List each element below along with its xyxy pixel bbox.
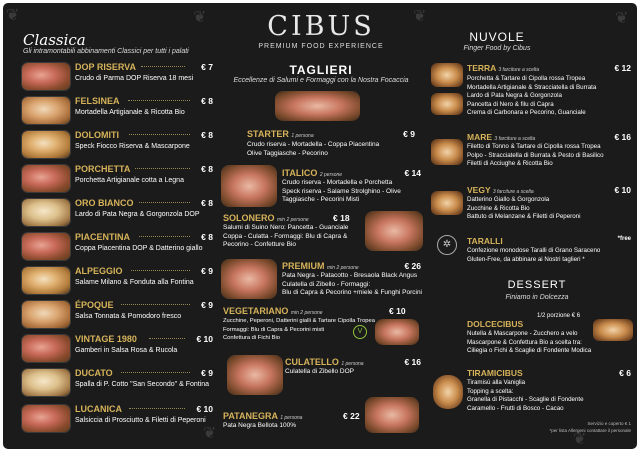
item-name: PORCHETTA	[75, 164, 131, 174]
focaccia-image	[22, 405, 70, 432]
taglieri-section	[215, 3, 427, 449]
allergen-note: *per lista Allergeni contattare il personale	[549, 428, 631, 433]
list-item	[3, 366, 215, 400]
item-desc: Culatella di Zibello DOP	[285, 368, 355, 375]
leaf-icon: ❦	[203, 425, 217, 442]
wheat-icon: ✲	[437, 235, 457, 255]
item-desc: Crudo di Parma DOP Riserva 18 mesi	[75, 75, 194, 82]
item-price: € 16	[404, 357, 421, 367]
item-name: CULATELLO 1 persona	[285, 357, 364, 367]
platter-image	[275, 91, 360, 121]
focaccia-image	[22, 63, 70, 90]
focaccia-image	[22, 97, 70, 124]
focaccia-image	[22, 233, 70, 260]
item-desc: Crudo riserva - Mortadella e Porchetta Speck riserva - Salame Strolghino - Olive Taggiasche - Pecorini Misti	[282, 179, 401, 203]
list-item	[3, 94, 215, 128]
item-price: € 7	[201, 62, 213, 72]
vegetarian-icon: V	[353, 325, 367, 339]
item-price: € 9	[201, 300, 213, 310]
item-price: € 10	[389, 306, 406, 316]
item-desc: Mortadella Artigianale & Ricotta Bio	[75, 109, 185, 116]
dessert-title: DESSERT	[507, 279, 567, 291]
cibus-logo	[215, 11, 427, 50]
service-note: Servizio e coperto € 1	[587, 421, 631, 426]
item-name: ORO BIANCO	[75, 198, 134, 208]
item-desc: Speck Fiocco Riserva & Mascarpone	[75, 143, 190, 150]
item-desc: Salame Milano & Fonduta alla Fontina	[75, 279, 194, 286]
focaccia-image	[22, 301, 70, 328]
item-desc: Datterino Giallo & Gorgonzola Zucchine & Ricotta Bio Battuto di Melanzane & Filetti di Peperoni	[467, 196, 581, 221]
logo-tagline: PREMIUM FOOD EXPERIENCE	[258, 43, 384, 50]
platter-image	[365, 397, 419, 433]
item-name: SOLONERO min 2 persone	[223, 213, 309, 223]
item-price: € 18	[333, 213, 350, 223]
classica-section	[3, 3, 215, 449]
item-desc: Salumi di Suino Nero: Pancetta - Guanciale Coppa - Culatta - Formaggi: Blu di Capra & Pecorino - Confetture Bio	[223, 224, 349, 248]
platter-image	[375, 319, 419, 345]
menu-board	[3, 3, 637, 449]
item-name: LUCANICA	[75, 404, 122, 414]
leaf-icon: ❦	[6, 7, 20, 24]
item-price: € 10	[614, 185, 631, 195]
platter-image	[365, 211, 423, 251]
item-price: € 9	[201, 368, 213, 378]
item-price: € 8	[201, 96, 213, 106]
item-desc: Porchetta Artigianale cotta a Legna	[75, 177, 184, 184]
item-desc: Spalla di P. Cotto "San Secondo" & Fontina	[75, 381, 210, 388]
item-desc: Lardo di Pata Negra & Gorgonzola DOP	[75, 211, 200, 218]
leaf-icon: ❦	[573, 431, 587, 448]
nuvole-subtitle: Finger Food by Cibus	[463, 45, 531, 52]
item-price: € 12	[614, 63, 631, 73]
item-name: VEGY 3 farciture a scelta	[467, 185, 534, 195]
item-desc: Pata Negra Bellota 100%	[223, 422, 296, 429]
item-price: € 8	[201, 232, 213, 242]
list-item	[3, 264, 215, 298]
item-name: PREMIUM min 2 persone	[282, 261, 359, 271]
classica-title: Classica	[23, 31, 86, 49]
item-name: ÉPOQUE	[75, 300, 114, 310]
focaccia-image	[22, 131, 70, 158]
list-item	[3, 60, 215, 94]
item-name: VEGETARIANO min 2 persone	[223, 306, 323, 316]
focaccia-image	[22, 369, 70, 396]
item-price: € 26	[404, 261, 421, 271]
item-price: *free	[617, 236, 631, 242]
platter-image	[221, 165, 277, 207]
dessert-image	[433, 375, 463, 409]
item-name: FELSINEA	[75, 96, 120, 106]
focaccia-image	[22, 199, 70, 226]
item-desc: Salsiccia di Prosciutto & Filetti di Peperoni	[75, 417, 206, 424]
list-item	[3, 298, 215, 332]
item-note: 1/2 porzione € 6	[537, 313, 581, 319]
nuvola-image	[431, 63, 463, 87]
item-desc: Zucchine, Peperoni, Datterini gialli & Tartare Cipolla Tropea Formaggi: Blu di Capra & Pecorini misti Confettura di Fichi Bio	[223, 318, 375, 341]
item-name: DUCATO	[75, 368, 113, 378]
item-desc: Salsa Tonnata & Pomodoro fresco	[75, 313, 182, 320]
item-price: € 16	[614, 132, 631, 142]
item-name: DOLOMITI	[75, 130, 119, 140]
item-name: VINTAGE 1980	[75, 334, 137, 344]
leaf-icon: ❦	[615, 10, 629, 27]
item-name: TERRA 3 farciture a scelta	[467, 63, 540, 73]
item-price: € 9	[201, 266, 213, 276]
list-item	[3, 230, 215, 264]
item-desc: Coppa Piacentina DOP & Datterino giallo	[75, 245, 203, 252]
item-price: € 6	[619, 368, 631, 378]
item-price: € 9	[403, 129, 415, 139]
item-name: TARALLI	[467, 236, 503, 246]
item-desc: Nutella & Mascarpone - Zucchero a velo Mascarpone & Confettura Bio a scelta tra: Ciliegia o Fichi & Scaglie di Fondente Modica	[467, 330, 592, 355]
list-item	[3, 402, 215, 436]
logo-word: CIBUS	[267, 11, 375, 42]
platter-image	[221, 259, 277, 299]
list-item	[3, 196, 215, 230]
taglieri-subtitle: Eccellenze di Salumi e Formaggi con la Nostra Focaccia	[233, 77, 409, 84]
dessert-subtitle: Finiamo in Dolcezza	[505, 294, 569, 301]
item-desc: Porchetta & Tartare di Cipolla rossa Tropea Mortadella Artigianale & Stracciatella di Burrata Lardo di Pata Negra & Gorgonzola Pancetta di Nero & filu di Capra Crema di Carbonara e Pecorino, Guanciale	[467, 75, 597, 117]
item-name: ITALICO 2 persone	[282, 168, 343, 178]
item-desc: Tiramisù alla Vaniglia Topping a scelta: Granella di Pistacchi - Scaglie di Fondente Caramello - Frutti di Bosco - Cacao	[467, 379, 584, 412]
nuvola-image	[431, 139, 463, 165]
focaccia-image	[22, 335, 70, 362]
list-item	[3, 332, 215, 366]
item-desc: Crudo riserva - Mortadella - Coppa Piacentina Olive Taggiasche - Pecorino	[247, 141, 380, 157]
item-price: € 14	[404, 168, 421, 178]
item-name: MARE 3 farciture a scelta	[467, 132, 536, 142]
item-name: ALPEGGIO	[75, 266, 123, 276]
dessert-image	[593, 319, 633, 341]
item-desc: Filetto di Tonno & Tartare di Cipolla rossa Tropea Polpo - Stracciatella di Burrata & Pesto di Basilico Filetti di Acciughe & Ricotta Bio	[467, 143, 604, 168]
item-desc: Confezione monodose Taralli di Grano Saraceno Gluten-Free, da abbinare ai Nostri taglieri *	[467, 247, 601, 263]
nuvola-image	[431, 191, 463, 215]
list-item	[3, 128, 215, 162]
focaccia-image	[22, 267, 70, 294]
item-price: € 8	[201, 198, 213, 208]
item-price: € 10	[196, 404, 213, 414]
item-name: DOLCECIBUS	[467, 319, 524, 329]
item-price: € 8	[201, 130, 213, 140]
classica-subtitle: Gli intramontabili abbinamenti Classici per tutti i palati	[23, 48, 189, 55]
item-name: PATANEGRA 1 persona	[223, 411, 303, 421]
leaf-icon: ❦	[413, 8, 427, 25]
taglieri-title: TAGLIERI	[289, 63, 353, 77]
focaccia-image	[22, 165, 70, 192]
platter-image	[227, 355, 283, 395]
nuvole-section	[427, 3, 637, 449]
list-item	[3, 162, 215, 196]
item-desc: Gamberi in Salsa Rosa & Rucola	[75, 347, 178, 354]
nuvole-title: NUVOLE	[469, 30, 525, 44]
item-name: DOP RISERVA	[75, 62, 137, 72]
item-desc: Pata Negra - Patacotto - Bresaola Black Angus Culatella di Zibello - Formaggi: Blu di Capra & Pecorino +miele & Funghi Porcini	[282, 272, 423, 296]
leaf-icon: ❦	[193, 9, 207, 26]
item-name: STARTER 1 persona	[247, 129, 314, 139]
item-price: € 22	[343, 411, 360, 421]
nuvola-image	[431, 93, 463, 115]
item-price: € 8	[201, 164, 213, 174]
item-name: TIRAMICIBUS	[467, 368, 523, 378]
item-name: PIACENTINA	[75, 232, 131, 242]
item-price: € 10	[196, 334, 213, 344]
